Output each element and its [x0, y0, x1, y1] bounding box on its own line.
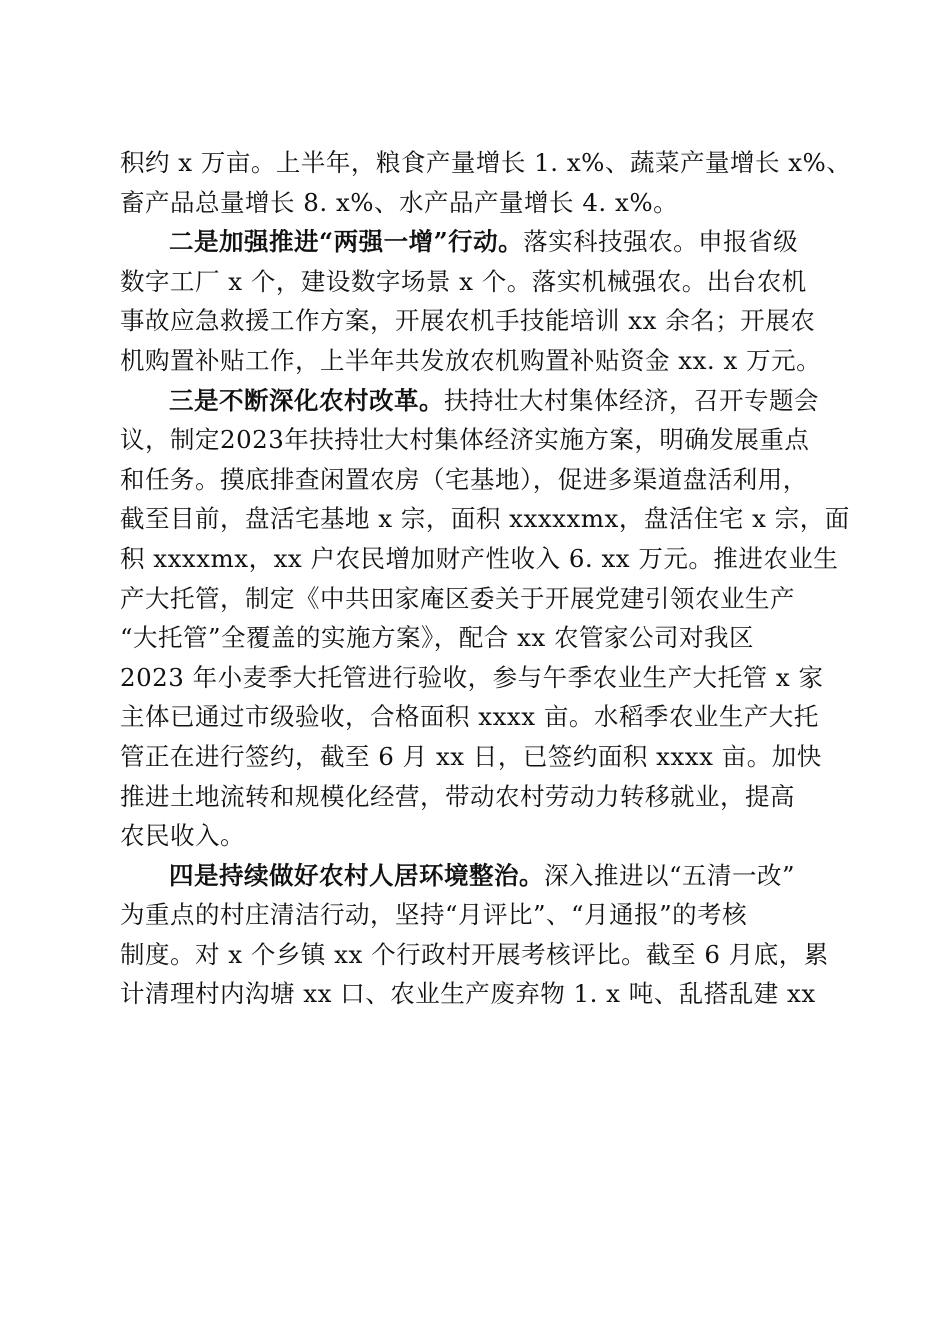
text-line: 制度。对 x 个乡镇 xx 个行政村开展考核评比。截至 6 月底，累	[120, 939, 829, 969]
text-line: 农民收入。	[120, 821, 245, 851]
paragraph-first-line-rest: 深入推进以“五清一改”	[544, 860, 796, 890]
text-line: 机购置补贴工作，上半年共发放农机购置补贴资金 xx. x 万元。	[120, 345, 822, 375]
text-line	[120, 856, 830, 896]
text-line: 产大托管，制定《中共田家庵区委关于开展党建引领农业生产	[120, 583, 795, 613]
paragraph-two-strong-one-increase	[120, 222, 830, 380]
text-line: 积约 x 万亩。上半年，粮食产量增长 1. x%、蔬菜产量增长 x%、	[120, 148, 852, 177]
text-line: 为重点的村庄清洁行动，坚持“月评比”、“月通报”的考核	[120, 900, 748, 930]
paragraph-first-line-rest: 扶持壮大村集体经济，召开专题会	[444, 385, 819, 415]
text-line: “大托管”全覆盖的实施方案》，配合 xx 农管家公司对我区	[120, 623, 755, 653]
paragraph-lead-heading: 三是不断深化农村改革。	[169, 385, 444, 415]
text-line: 截至目前，盘活宅基地 x 宗，面积 xxxxxmx，盘活住宅 x 宗，面	[120, 504, 850, 534]
text-line: 数字工厂 x 个，建设数字场景 x 个。落实机械强农。出台农机	[120, 266, 807, 296]
text-line: 积 xxxxmx，xx 户农民增加财产性收入 6. xx 万元。推进农业生	[120, 543, 839, 573]
paragraph-living-environment	[120, 856, 830, 1014]
text-line: 议，制定2023年扶持壮大村集体经济实施方案，明确发展重点	[120, 425, 810, 455]
text-line: 2023 年小麦季大托管进行验收，参与午季农业生产大托管 x 家	[120, 662, 824, 692]
paragraph-rural-reform	[120, 381, 850, 856]
text-line: 和任务。摸底排查闲置农房（宅基地），促进多渠道盘活利用，	[120, 464, 808, 494]
text-line: 推进土地流转和规模化经营，带动农村劳动力转移就业，提高	[120, 781, 795, 811]
text-line: 管正在进行签约，截至 6 月 xx 日，已签约面积 xxxx 亩。加快	[120, 741, 822, 771]
paragraph-continuation	[120, 143, 852, 222]
text-line	[120, 381, 830, 421]
text-line	[120, 222, 830, 262]
text-line: 计清理村内沟塘 xx 口、农业生产废弃物 1. x 吨、乱搭乱建 xx	[120, 979, 816, 1009]
document-body	[120, 143, 852, 1014]
paragraph-lead-heading: 四是持续做好农村人居环境整治。	[169, 860, 544, 890]
paragraph-lead-heading: 二是加强推进“两强一增”行动。	[169, 227, 524, 257]
paragraph-first-line-rest: 落实科技强农。申报省级	[523, 227, 799, 257]
text-line: 主体已通过市级验收，合格面积 xxxx 亩。水稻季农业生产大托	[120, 702, 819, 732]
text-line: 事故应急救援工作方案，开展农机手技能培训 xx 余名；开展农	[120, 306, 816, 336]
text-line: 畜产品总量增长 8. x%、水产品产量增长 4. x%。	[120, 187, 679, 217]
